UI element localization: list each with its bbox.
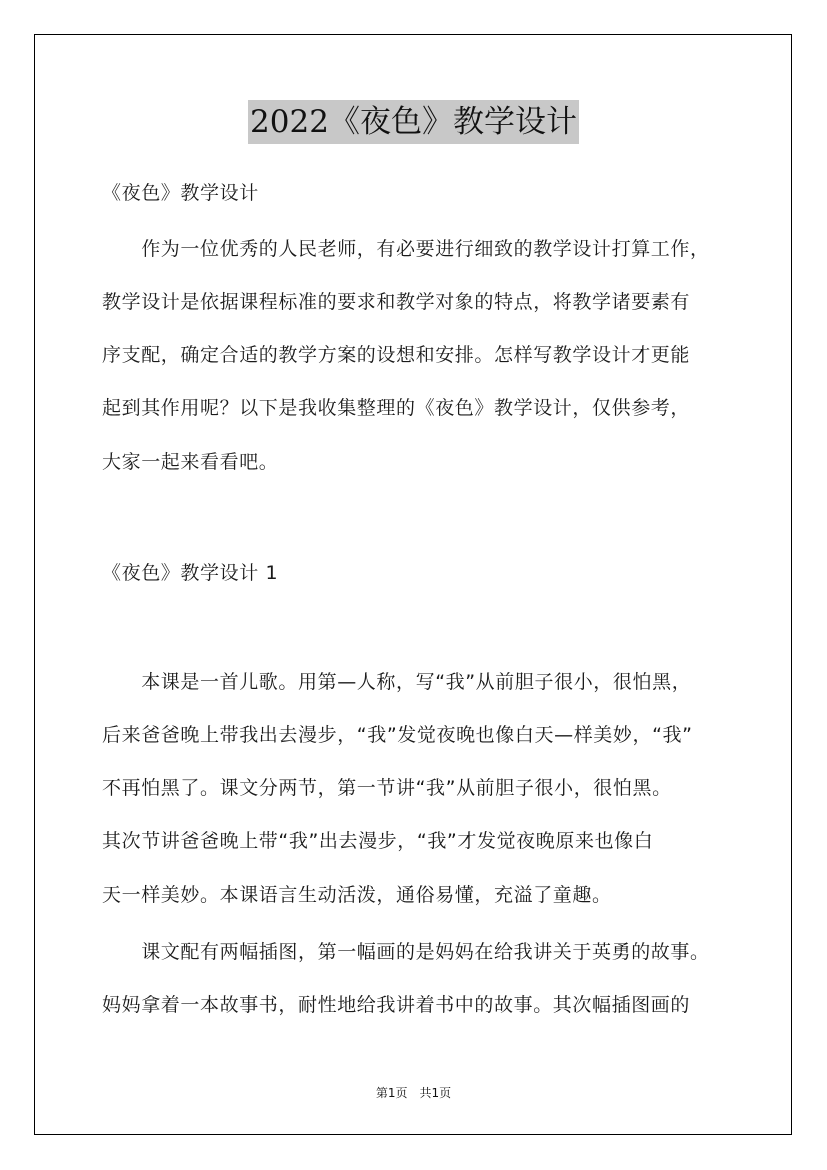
intro-line-2: 教学设计是依据课程标准的要求和教学对象的特点，将教学诸要素有 bbox=[102, 291, 691, 313]
body-line-1: 本课是一首儿歌。用第—人称，写“我”从前胆子很小，很怕黑， bbox=[102, 671, 692, 693]
document-title: 2022《夜色》教学设计 bbox=[248, 100, 579, 144]
body-line-3: 不再怕黑了。课文分两节，第一节讲“我”从前胆子很小，很怕黑。 bbox=[102, 777, 672, 799]
intro-line-1: 作为一位优秀的人民老师，有必要进行细致的教学设计打算工作， bbox=[102, 238, 710, 260]
intro-line-4: 起到其作用呢？以下是我收集整理的《夜色》教学设计，仅供参考， bbox=[102, 397, 691, 419]
document-subtitle: 《夜色》教学设计 bbox=[102, 182, 259, 204]
body-line-5: 天一样美妙。本课语言生动活泼，通俗易懂，充溢了童趣。 bbox=[102, 884, 612, 906]
document-title-wrap bbox=[0, 100, 827, 144]
page-footer: 第1页 共1页 bbox=[375, 1086, 452, 1100]
section-heading: 《夜色》教学设计 1 bbox=[102, 562, 279, 584]
intro-line-5: 大家一起来看看吧。 bbox=[102, 451, 279, 473]
body-line-6: 课文配有两幅插图，第一幅画的是妈妈在给我讲关于英勇的故事。 bbox=[102, 941, 710, 963]
body-line-4: 其次节讲爸爸晚上带“我”出去漫步，“我”才发觉夜晚原来也像白 bbox=[102, 830, 654, 852]
body-line-2: 后来爸爸晚上带我出去漫步，“我”发觉夜晚也像白天—样美妙，“我” bbox=[102, 724, 693, 746]
intro-line-3: 序支配，确定合适的教学方案的设想和安排。怎样写教学设计才更能 bbox=[102, 344, 691, 366]
body-line-7: 妈妈拿着一本故事书，耐性地给我讲着书中的故事。其次幅插图画的 bbox=[102, 994, 691, 1016]
